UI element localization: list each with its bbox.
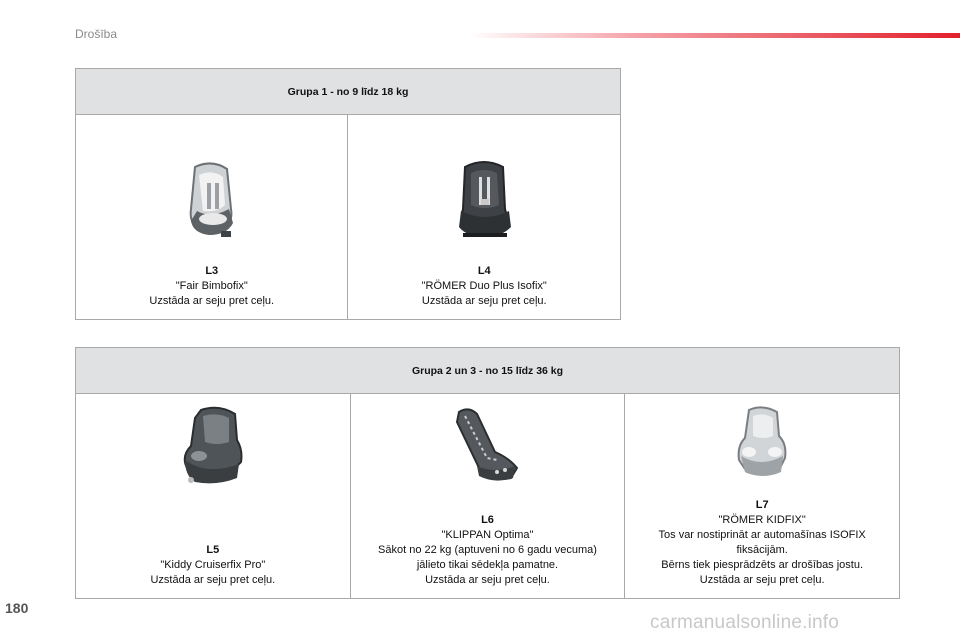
seat-note: Tos var nostiprināt ar automašīnas ISOFIX (658, 529, 866, 541)
seat-cell-l5 (76, 394, 351, 599)
page-number: 180 (5, 600, 29, 616)
seat-name: "RÖMER KIDFIX" (718, 514, 806, 526)
header-accent-bar (468, 33, 960, 38)
seat-note: Uzstāda ar seju pret ceļu. (150, 574, 276, 586)
child-seat-dark-icon (449, 159, 519, 241)
group1-title: Grupa 1 - no 9 līdz 18 kg (76, 69, 621, 115)
seat-cell-l6 (350, 394, 625, 599)
seat-note: fiksācijām. (736, 544, 788, 556)
seat-cell-l4 (348, 115, 621, 320)
seat-code: L3 (205, 265, 219, 277)
seat-note: Uzstāda ar seju pret ceļu. (699, 574, 825, 586)
booster-seat-side-icon (451, 406, 523, 486)
group2-table (75, 347, 900, 599)
booster-seat-icon (177, 406, 249, 488)
seat-name: "Kiddy Cruiserfix Pro" (160, 559, 266, 571)
booster-seat-light-icon (729, 406, 795, 484)
seat-name: "RÖMER Duo Plus Isofix" (421, 280, 547, 292)
seat-note: jālieto tikai sēdekļa pamatne. (416, 559, 559, 571)
seat-code: L6 (481, 514, 494, 526)
seat-caption-l4 (348, 264, 620, 309)
seat-name: "KLIPPAN Optima" (441, 529, 534, 541)
seat-cell-l3 (76, 115, 348, 320)
seat-note: Uzstāda ar seju pret ceļu. (149, 295, 275, 307)
seat-note: Sākot no 22 kg (aptuveni no 6 gadu vecuma) (378, 544, 597, 556)
seat-note: Uzstāda ar seju pret ceļu. (425, 574, 550, 586)
seat-code: L7 (755, 499, 769, 511)
section-title: Drošība (75, 27, 118, 41)
seat-note: Uzstāda ar seju pret ceļu. (421, 295, 547, 307)
seat-caption-l7 (625, 498, 899, 588)
child-seat-light-icon (177, 161, 247, 241)
seat-cell-l7 (625, 394, 900, 599)
seat-name: "Fair Bimbofix" (175, 280, 248, 292)
seat-caption-l6 (351, 513, 625, 588)
seat-caption-l5 (76, 543, 350, 588)
seat-code: L4 (477, 265, 491, 277)
seat-caption-l3 (76, 264, 347, 309)
watermark: carmanualsonline.info (650, 612, 840, 633)
seat-code: L5 (206, 544, 220, 556)
group2-title: Grupa 2 un 3 - no 15 līdz 36 kg (76, 348, 900, 394)
seat-note: Bērns tiek piesprādzēts ar drošības jostu. (661, 559, 864, 571)
group1-table (75, 68, 621, 320)
